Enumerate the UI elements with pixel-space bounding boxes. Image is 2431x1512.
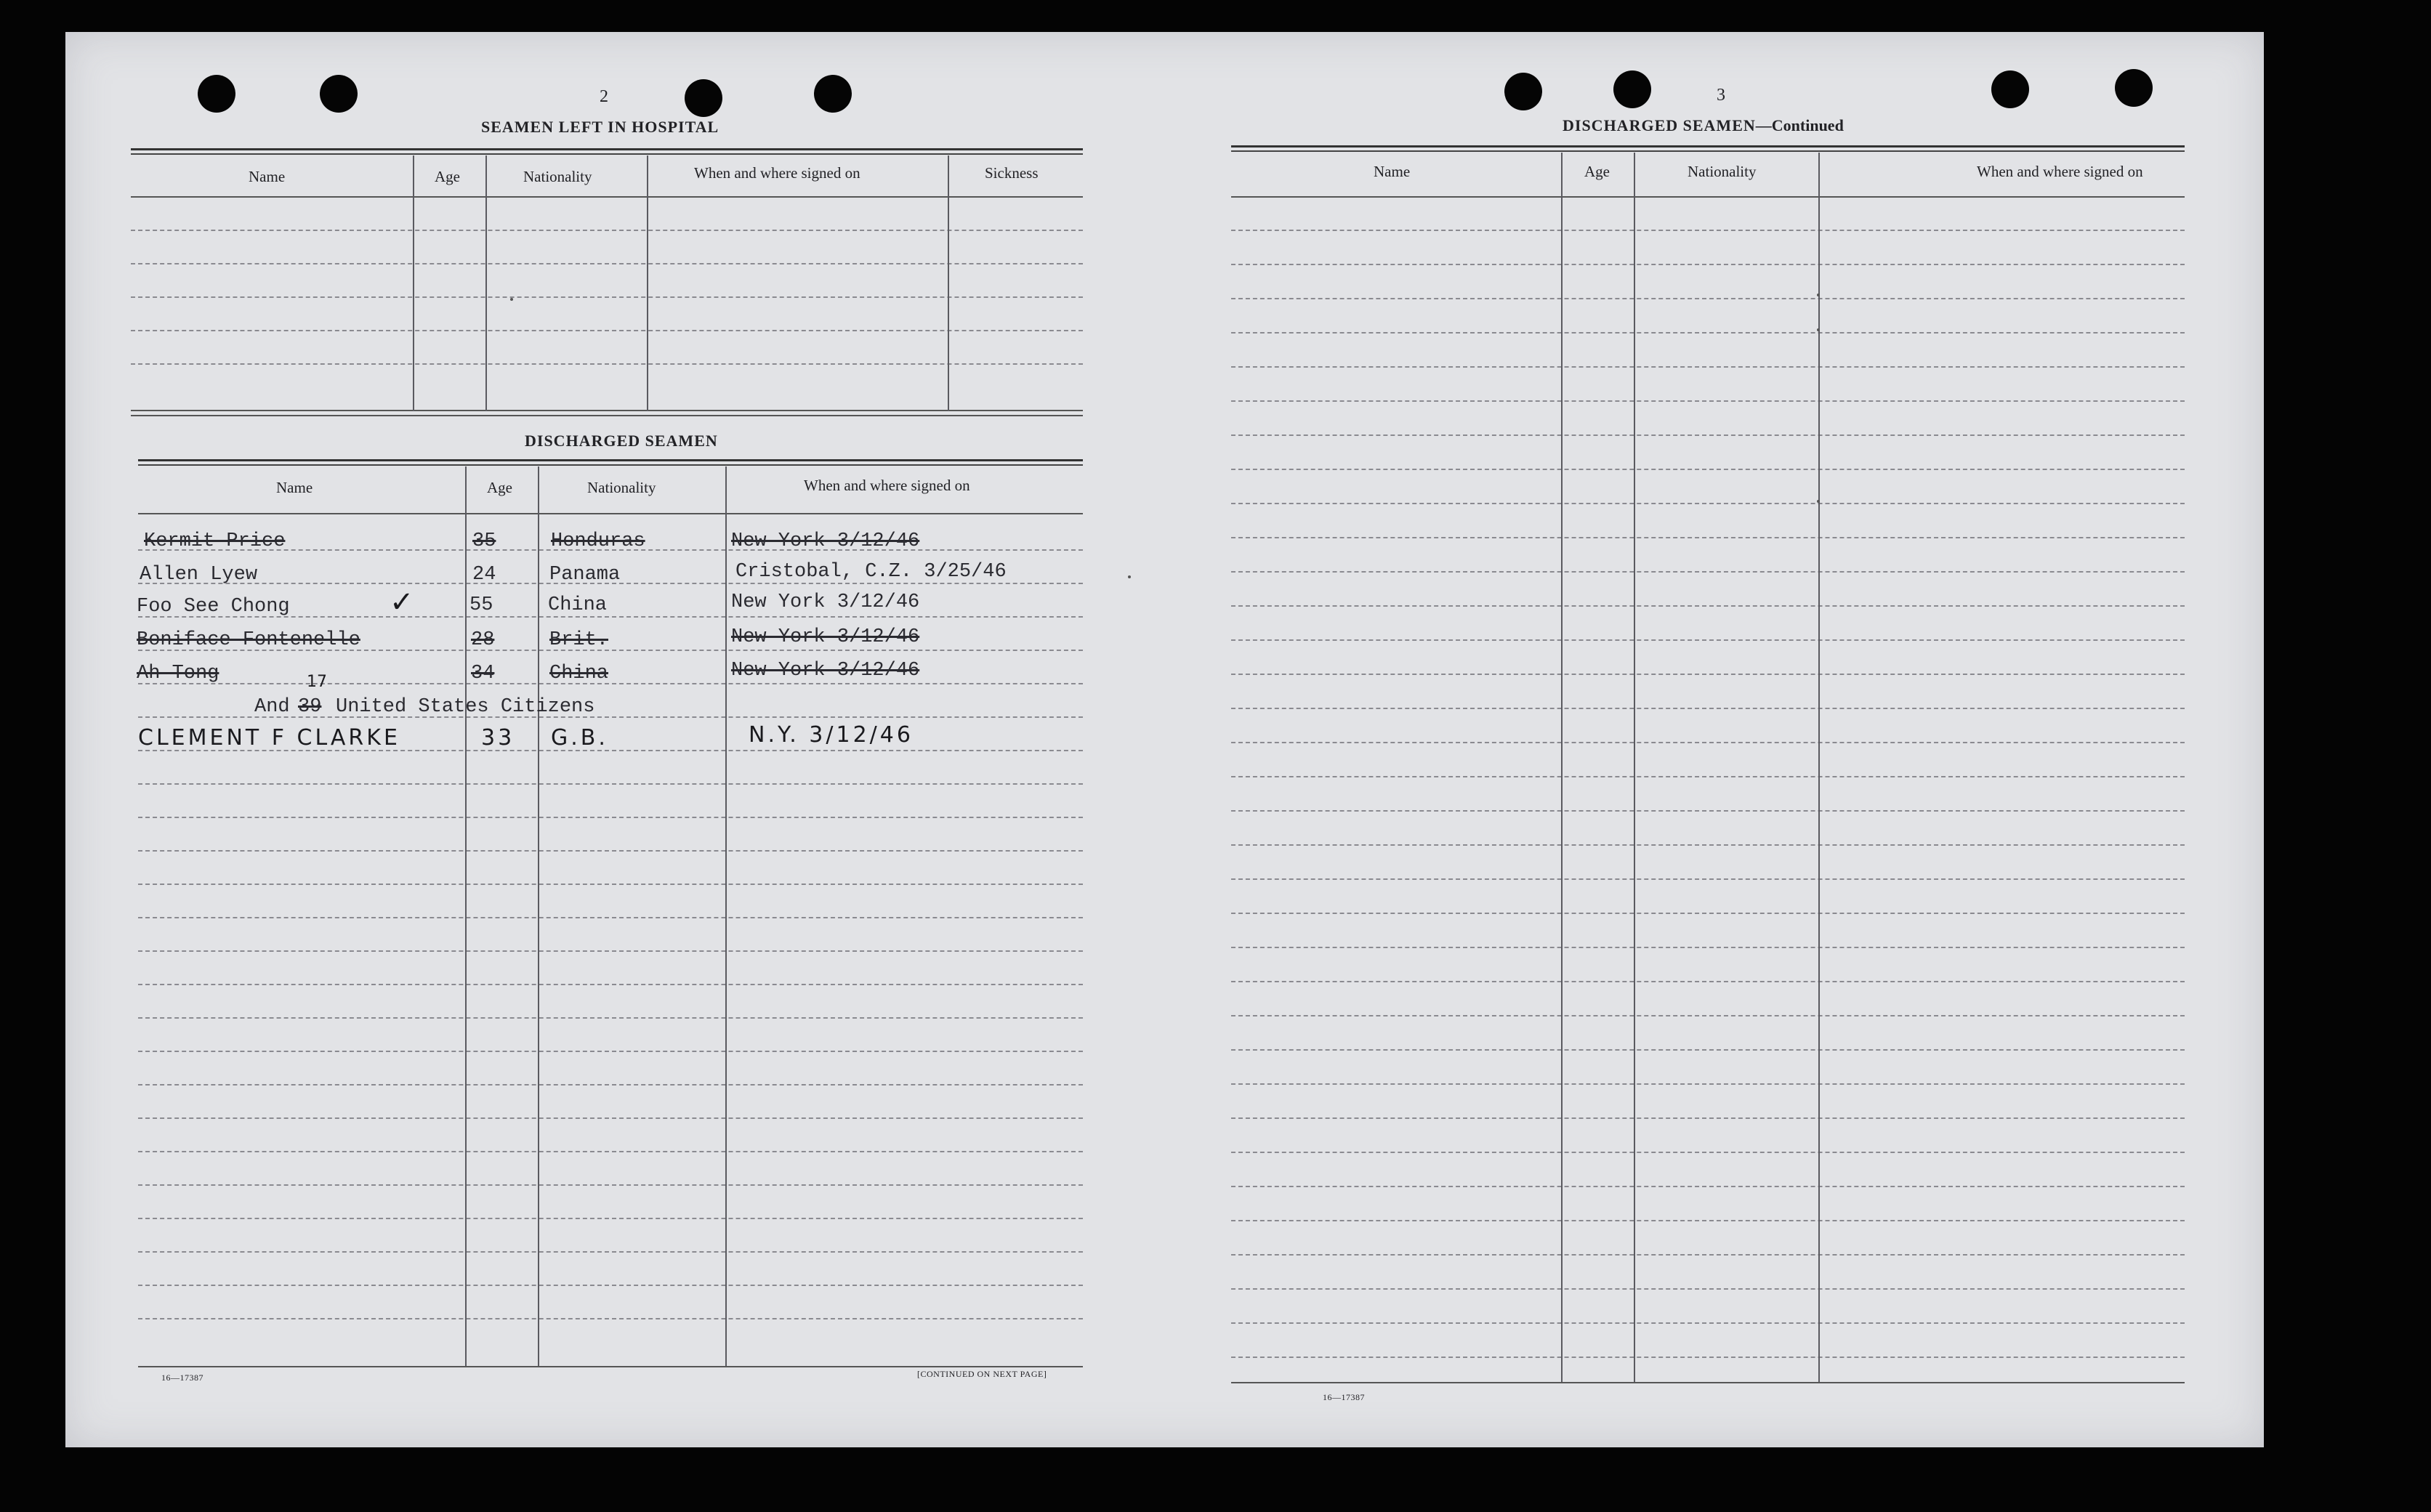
discharged-section-title: DISCHARGED SEAMEN bbox=[525, 432, 718, 450]
table-row-rule bbox=[138, 917, 1083, 918]
table-row-rule bbox=[138, 817, 1083, 818]
table-row-rule bbox=[1231, 469, 2185, 470]
column-header-signed-on: When and where signed on bbox=[804, 477, 970, 494]
table-row-rule bbox=[1231, 1357, 2185, 1358]
discharged-continued-title bbox=[1563, 116, 1844, 135]
table-row-rule bbox=[131, 296, 1083, 298]
column-divider bbox=[725, 466, 727, 1366]
handwritten-age: 33 bbox=[481, 725, 515, 751]
column-header-age: Age bbox=[487, 479, 512, 496]
ink-speck bbox=[510, 298, 513, 301]
table-row-rule bbox=[1231, 366, 2185, 368]
column-divider bbox=[485, 155, 487, 411]
table-rule bbox=[131, 410, 1083, 411]
table-rule bbox=[1231, 1382, 2185, 1383]
seaman-name: Kermit Price bbox=[144, 530, 286, 552]
seaman-age: 55 bbox=[469, 594, 493, 616]
table-row-rule bbox=[1231, 503, 2185, 504]
left-page bbox=[65, 32, 1164, 1447]
table-row-rule bbox=[1231, 844, 2185, 846]
table-row-rule bbox=[1231, 605, 2185, 607]
table-row-rule bbox=[138, 683, 1083, 684]
table-row-rule bbox=[138, 884, 1083, 885]
continued-note: [CONTINUED ON NEXT PAGE] bbox=[917, 1369, 1047, 1379]
table-row-rule bbox=[138, 1017, 1083, 1019]
seaman-name: Foo See Chong bbox=[137, 596, 290, 618]
column-header-age: Age bbox=[435, 168, 460, 185]
column-divider bbox=[948, 155, 949, 411]
section-title-main: DISCHARGED SEAMEN bbox=[1563, 116, 1756, 134]
table-rule bbox=[138, 1366, 1083, 1367]
seaman-name: Boniface Fontenelle bbox=[137, 629, 360, 651]
table-rule bbox=[1231, 150, 2185, 152]
table-row-rule bbox=[1231, 913, 2185, 914]
seaman-signed-on: New York 3/12/46 bbox=[731, 660, 920, 682]
table-row-rule bbox=[138, 1117, 1083, 1119]
ink-speck bbox=[1817, 328, 1820, 331]
table-row-rule bbox=[1231, 230, 2185, 231]
table-row-rule bbox=[138, 1318, 1083, 1319]
seaman-name: Ah Tong bbox=[137, 663, 219, 684]
column-divider bbox=[1561, 153, 1563, 1382]
table-row-rule bbox=[1231, 708, 2185, 709]
table-row-rule bbox=[131, 230, 1083, 231]
table-row-rule bbox=[138, 1285, 1083, 1286]
seaman-signed-on: New York 3/12/46 bbox=[731, 591, 920, 613]
column-header-age: Age bbox=[1584, 163, 1610, 180]
seaman-age: 35 bbox=[472, 530, 496, 552]
table-row-rule bbox=[138, 1084, 1083, 1086]
ink-speck bbox=[1817, 294, 1820, 296]
table-row-rule bbox=[1231, 810, 2185, 812]
table-row-rule bbox=[138, 1051, 1083, 1052]
column-header-signed-on: When and where signed on bbox=[1977, 163, 2143, 180]
column-divider bbox=[538, 466, 539, 1366]
handwritten-name: CLEMENT F CLARKE bbox=[138, 725, 400, 751]
table-row-rule bbox=[1231, 400, 2185, 402]
table-rule bbox=[131, 148, 1083, 150]
table-row-rule bbox=[1231, 1152, 2185, 1153]
column-header-nationality: Nationality bbox=[1688, 163, 1757, 180]
column-header-nationality: Nationality bbox=[587, 479, 656, 496]
table-rule bbox=[138, 459, 1083, 461]
table-rule bbox=[131, 153, 1083, 155]
table-row-rule bbox=[1231, 1254, 2185, 1256]
table-row-rule bbox=[1231, 878, 2185, 880]
page-number: 3 bbox=[1717, 86, 1725, 105]
table-row-rule bbox=[1231, 674, 2185, 675]
table-rule bbox=[1231, 196, 2185, 198]
seaman-age: 28 bbox=[471, 629, 495, 651]
table-row-rule bbox=[131, 330, 1083, 331]
table-row-rule bbox=[138, 1218, 1083, 1219]
table-row-rule bbox=[1231, 1322, 2185, 1324]
table-row-rule bbox=[1231, 434, 2185, 436]
column-header-name: Name bbox=[276, 479, 313, 496]
seaman-nationality: Panama bbox=[549, 564, 621, 586]
table-row-rule bbox=[138, 850, 1083, 852]
seaman-signed-on: New York 3/12/46 bbox=[731, 530, 920, 552]
table-rule bbox=[1231, 145, 2185, 147]
table-rule bbox=[131, 196, 1083, 198]
form-number: 16—17387 bbox=[1323, 1392, 1365, 1402]
citizens-note-prefix: And bbox=[254, 696, 290, 718]
ink-speck bbox=[1128, 575, 1131, 578]
column-header-signed-on: When and where signed on bbox=[694, 164, 860, 182]
check-mark: ✓ bbox=[390, 586, 414, 619]
column-divider bbox=[1818, 153, 1820, 1382]
table-row-rule bbox=[1231, 776, 2185, 777]
seaman-signed-on: Cristobal, C.Z. 3/25/46 bbox=[735, 561, 1007, 583]
page-number: 2 bbox=[600, 87, 608, 106]
table-rule bbox=[131, 415, 1083, 416]
right-page bbox=[1164, 32, 2264, 1447]
hospital-section-title: SEAMEN LEFT IN HOSPITAL bbox=[481, 118, 719, 136]
table-row-rule bbox=[138, 950, 1083, 952]
table-row-rule bbox=[1231, 1083, 2185, 1085]
seaman-age: 34 bbox=[471, 663, 495, 684]
table-row-rule bbox=[138, 1184, 1083, 1186]
ink-speck bbox=[1817, 500, 1820, 503]
table-row-rule bbox=[138, 984, 1083, 985]
table-rule bbox=[138, 464, 1083, 466]
column-divider bbox=[413, 155, 414, 411]
table-row-rule bbox=[1231, 1220, 2185, 1221]
table-row-rule bbox=[1231, 947, 2185, 948]
document-sheet bbox=[65, 32, 2264, 1447]
table-row-rule bbox=[1231, 1049, 2185, 1051]
table-row-rule bbox=[1231, 537, 2185, 538]
table-row-rule bbox=[1231, 571, 2185, 573]
table-row-rule bbox=[138, 1151, 1083, 1152]
table-row-rule bbox=[1231, 1186, 2185, 1187]
table-row-rule bbox=[131, 263, 1083, 264]
citizens-note-suffix: United States Citizens bbox=[336, 696, 595, 718]
table-row-rule bbox=[131, 363, 1083, 365]
handwritten-signed-on: N.Y. 3/12/46 bbox=[749, 722, 914, 748]
table-row-rule bbox=[1231, 1015, 2185, 1016]
table-row-rule bbox=[1231, 639, 2185, 641]
table-row-rule bbox=[138, 783, 1083, 785]
citizens-count-struck: 39 bbox=[298, 696, 322, 718]
seaman-nationality: Honduras bbox=[551, 530, 645, 552]
form-number: 16—17387 bbox=[161, 1372, 203, 1383]
seaman-nationality: Brit. bbox=[549, 629, 609, 651]
column-header-nationality: Nationality bbox=[523, 168, 592, 185]
table-row-rule bbox=[1231, 1288, 2185, 1290]
table-row-rule bbox=[138, 1251, 1083, 1253]
table-rule bbox=[138, 513, 1083, 514]
seaman-signed-on: New York 3/12/46 bbox=[731, 626, 920, 648]
seaman-nationality: China bbox=[548, 594, 608, 616]
column-divider bbox=[1634, 153, 1635, 1382]
column-header-sickness: Sickness bbox=[985, 164, 1039, 182]
citizens-count-corrected: 17 bbox=[307, 673, 327, 691]
seaman-age: 24 bbox=[472, 564, 496, 586]
table-row-rule bbox=[1231, 332, 2185, 333]
column-header-name: Name bbox=[249, 168, 286, 185]
column-divider bbox=[647, 155, 648, 411]
column-header-name: Name bbox=[1374, 163, 1411, 180]
column-divider bbox=[465, 466, 467, 1366]
table-row-rule bbox=[1231, 981, 2185, 982]
seaman-nationality: China bbox=[549, 663, 609, 684]
table-row-rule bbox=[1231, 264, 2185, 265]
table-row-rule bbox=[1231, 742, 2185, 743]
handwritten-nationality: G.B. bbox=[551, 725, 608, 751]
section-title-suffix: —Continued bbox=[1755, 116, 1844, 134]
table-row-rule bbox=[1231, 1117, 2185, 1119]
table-row-rule bbox=[1231, 298, 2185, 299]
seaman-name: Allen Lyew bbox=[140, 564, 258, 586]
